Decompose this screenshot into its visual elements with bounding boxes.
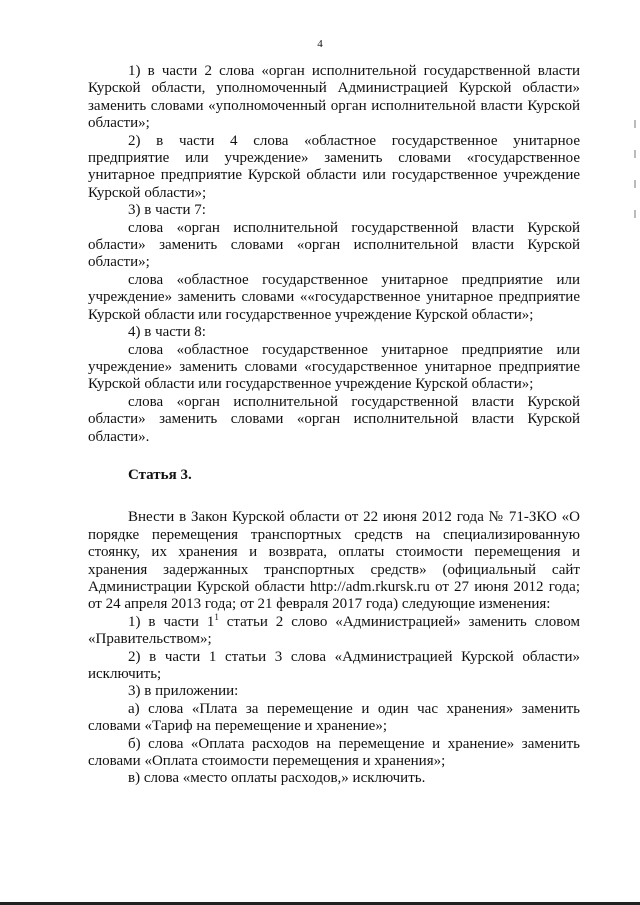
paragraph: в) слова «место оплаты расходов,» исключить.: [128, 770, 426, 787]
paragraph: [88, 611, 580, 649]
paragraph: 1) в части 2 слова «орган исполнительной государственной власти Курской области, уполномоченный Администрацией Курской области» заменить словами «уполномоченный орган исполнительной власти Курской области»;: [88, 63, 580, 132]
paragraph: 4) в части 8:: [128, 324, 206, 341]
paragraph: 3) в приложении:: [128, 683, 239, 700]
page-number: 4: [317, 38, 323, 50]
paragraph-text: статьи 2 слово «Администрацией» заменить словом «Правительством»;: [88, 613, 580, 648]
paragraph: слова «орган исполнительной государственной власти Курской области» заменить словами «орган исполнительной власти Курской области».: [88, 393, 580, 445]
paragraph: слова «орган исполнительной государственной власти Курской области» заменить словами «орган исполнительной власти Курской области»;: [88, 219, 580, 271]
paragraph: 3) в части 7:: [128, 202, 206, 219]
superscript: 1: [214, 611, 219, 622]
paragraph: 2) в части 4 слова «областное государственное унитарное предприятие или учреждение» заменить словами «государственное унитарное предприятие Курской области или государственное учреждение Курской области»;: [88, 132, 580, 201]
paragraph: Внести в Закон Курской области от 22 июня 2012 года № 71-ЗКО «О порядке перемещения транспортных средств на специализированную стоянку, их хранения и возврата, оплаты стоимости перемещения и хранения задержанных транспортных средств» (официальный сайт Администрации Курской области http://adm.rkursk.ru от 27 июня 2012 года; от 24 апреля 2013 года; от 21 февраля 2017 года) следующие изменения:: [88, 509, 580, 613]
paragraph: а) слова «Плата за перемещение и один час хранения» заменить словами «Тариф на перемещение и хранение»;: [88, 700, 580, 735]
paragraph: 2) в части 1 статьи 3 слова «Администрацией Курской области» исключить;: [88, 648, 580, 682]
paragraph-text: 1) в части 1: [128, 613, 215, 630]
paragraph: слова «областное государственное унитарное предприятие или учреждение» заменить словами ««государственное унитарное предприятие Курской области или государственное учреждение Курской области»;: [88, 271, 580, 323]
article-heading: Статья 3.: [128, 466, 192, 483]
document-body: [88, 63, 580, 788]
paragraph: слова «областное государственное унитарное предприятие или учреждение» заменить словами «государственное унитарное предприятие Курской области или государственное учреждение Курской области»;: [88, 341, 580, 393]
scan-edge-marks: [632, 120, 638, 270]
paragraph: б) слова «Оплата расходов на перемещение и хранение» заменить словами «Оплата стоимости перемещения и хранения»;: [88, 735, 580, 770]
